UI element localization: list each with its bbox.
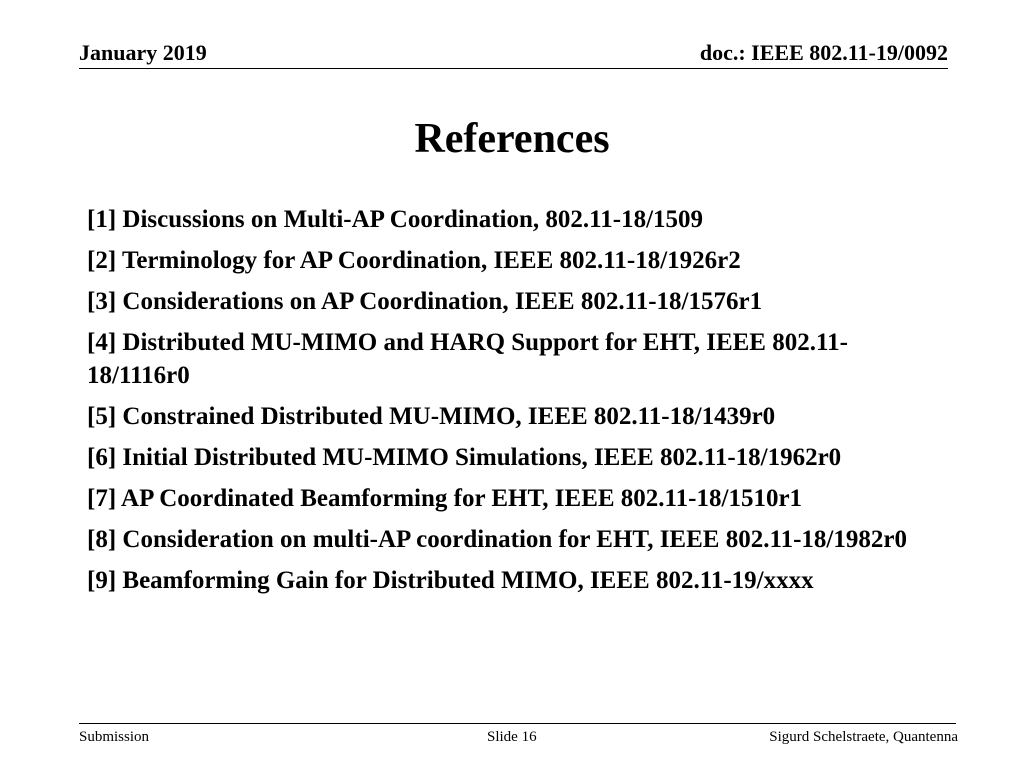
- reference-item: [5] Constrained Distributed MU-MIMO, IEEE 802.11-18/1439r0: [87, 403, 776, 430]
- reference-item: [8] Consideration on multi-AP coordination for EHT, IEEE 802.11-18/1982r0: [87, 526, 907, 553]
- reference-item: [9] Beamforming Gain for Distributed MIMO, IEEE 802.11-19/xxxx: [87, 567, 814, 594]
- reference-item: [1] Discussions on Multi-AP Coordination, 802.11-18/1509: [87, 206, 704, 233]
- reference-item: [4] Distributed MU-MIMO and HARQ Support for EHT, IEEE 802.11-18/1116r0: [87, 329, 848, 389]
- reference-list: [87, 203, 927, 605]
- footer-submission: Submission: [79, 729, 150, 745]
- header-date: January 2019: [79, 40, 207, 65]
- reference-item: [2] Terminology for AP Coordination, IEEE 802.11-18/1926r2: [87, 247, 741, 274]
- footer-slide-number: Slide 16: [487, 729, 537, 745]
- reference-item: [3] Considerations on AP Coordination, IEEE 802.11-18/1576r1: [87, 288, 763, 315]
- slide-title: References: [414, 116, 610, 162]
- footer-author: Sigurd Schelstraete, Quantenna: [769, 729, 958, 745]
- slide-header: [79, 40, 948, 69]
- reference-item: [7] AP Coordinated Beamforming for EHT, IEEE 802.11-18/1510r1: [87, 485, 803, 512]
- reference-item: [6] Initial Distributed MU-MIMO Simulations, IEEE 802.11-18/1962r0: [87, 444, 842, 471]
- header-doc-id: doc.: IEEE 802.11-19/0092: [699, 40, 948, 65]
- footer-divider: [79, 723, 956, 724]
